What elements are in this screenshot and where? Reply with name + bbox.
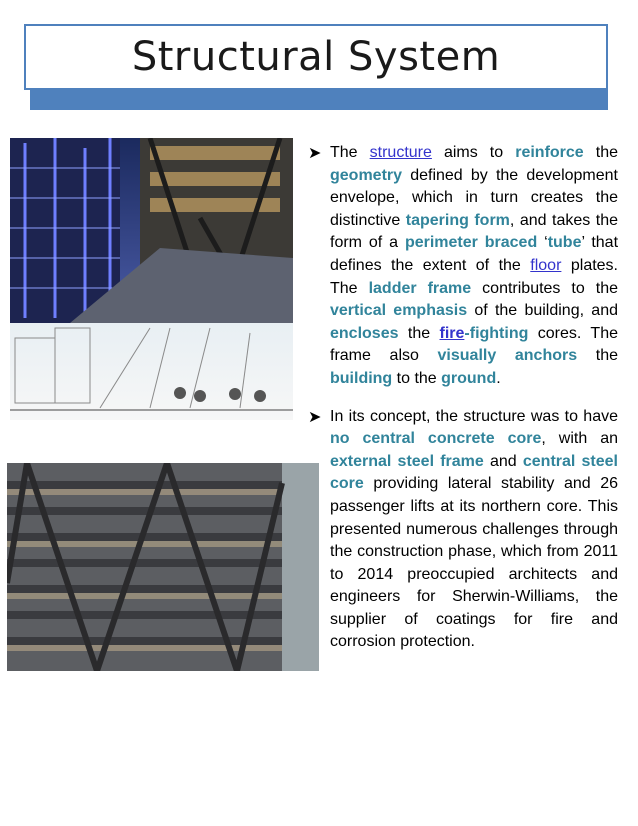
building-facade-photo: [7, 463, 319, 671]
text-segment: to the: [392, 369, 442, 387]
text-segment: , and takes the form of a: [330, 211, 619, 252]
text-segment: In its concept, the structure was to have: [330, 407, 618, 425]
arrow-bullet-icon: ➤: [308, 408, 322, 426]
text-segment: the: [583, 144, 618, 161]
text-segment: plates. The: [330, 256, 618, 297]
title-underbar: [30, 90, 608, 110]
text-segment: aims to: [431, 144, 516, 161]
text-segment: contributes to the: [471, 279, 619, 297]
link-text[interactable]: fire: [439, 324, 465, 342]
text-segment: defined by the development envelope, which in turn creates the distinctive: [330, 166, 618, 229]
bullet-item-2: [308, 406, 618, 655]
text-segment: cores. The frame also: [330, 324, 618, 365]
text-segment: , with an: [541, 430, 619, 448]
text-segment: The: [330, 144, 370, 161]
title-box: [24, 24, 608, 90]
text-segment: ‘: [537, 234, 548, 252]
building-photo-collage: [10, 138, 293, 420]
keyword-text: geometry: [330, 166, 403, 184]
keyword-text: ladder frame: [368, 279, 472, 297]
text-segment: providing lateral stability and 26 passenger lifts at its northern core. This presented numerous challenges through the construction phase, which from 2011 to 2014 preoccupied architects and engineers for Sherwin-Williams, the supplier of coatings for fire and corrosion protection.: [330, 475, 618, 651]
link-text[interactable]: structure: [369, 144, 432, 161]
keyword-text: vertical emphasis: [330, 302, 468, 320]
keyword-text: ground: [441, 369, 497, 387]
keyword-text: building: [330, 369, 393, 387]
bullet-text: [330, 142, 618, 391]
keyword-text: tube: [547, 234, 582, 252]
keyword-text: encloses: [330, 324, 399, 342]
text-segment: and: [483, 452, 523, 470]
keyword-text: external steel frame: [330, 452, 484, 470]
keyword-text: visually anchors: [437, 347, 578, 365]
page-title: Structural System: [131, 34, 501, 80]
bullet-list: [308, 142, 618, 654]
text-segment: of the building, and: [467, 302, 618, 320]
keyword-text: perimeter braced: [404, 234, 538, 252]
keyword-text: tapering form: [405, 211, 510, 229]
keyword-text: reinforce: [515, 144, 584, 161]
keyword-text: -fighting: [464, 324, 529, 342]
arrow-bullet-icon: ➤: [308, 145, 322, 162]
text-segment: the: [577, 347, 619, 365]
keyword-text: central steel core: [330, 452, 618, 493]
text-segment: ’ that defines the extent of the: [330, 234, 619, 274]
keyword-text: no central concrete core: [330, 430, 542, 448]
bullet-item-1: [308, 142, 618, 391]
link-text[interactable]: floor: [530, 256, 562, 274]
text-segment: .: [496, 369, 501, 387]
text-segment: the: [398, 324, 440, 342]
bullet-text: [330, 406, 618, 655]
